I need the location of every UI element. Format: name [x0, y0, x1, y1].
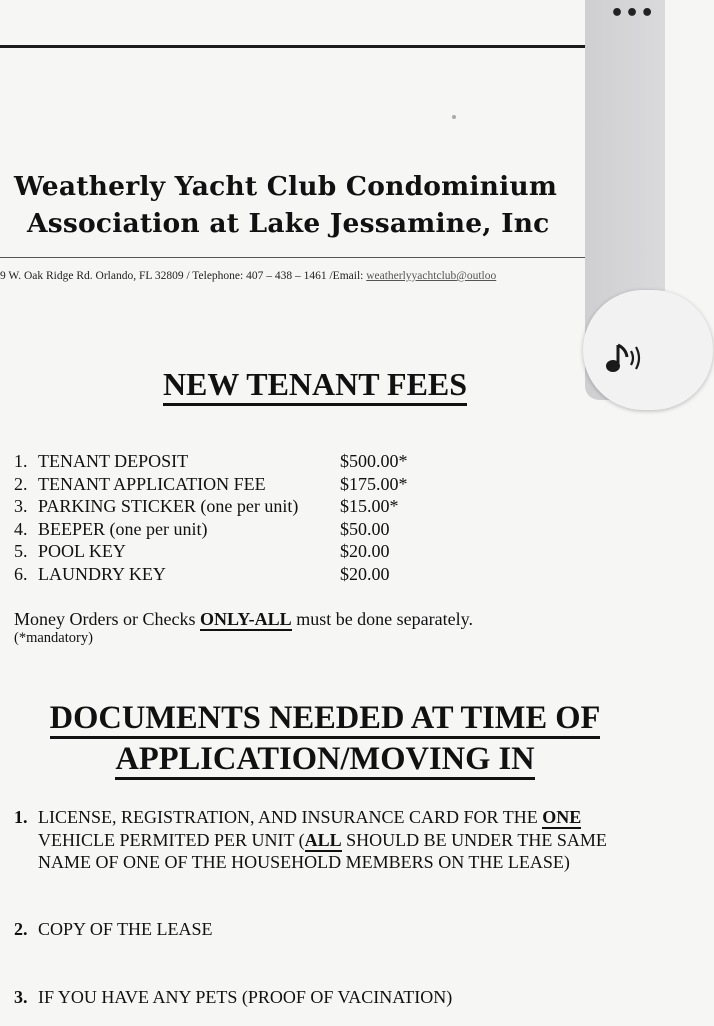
- fee-row: [14, 518, 454, 541]
- fee-amount: $20.00: [340, 563, 390, 584]
- fee-label: TENANT DEPOSIT: [38, 451, 189, 471]
- doc-text-part: LICENSE, REGISTRATION, AND INSURANCE CARD FOR THE: [38, 807, 543, 827]
- address-text: 9 W. Oak Ridge Rd. Orlando, FL 32809 / Telephone: 407 – 438 – 1461 /Email:: [0, 270, 367, 282]
- fees-title: [0, 365, 630, 403]
- payment-prefix: Money Orders or Checks: [14, 609, 200, 629]
- fee-row: [14, 450, 454, 473]
- audio-button[interactable]: [583, 290, 713, 410]
- top-rule: [0, 45, 590, 48]
- fee-list: [14, 450, 454, 586]
- contact-line: [0, 270, 600, 282]
- fee-label: BEEPER (one per unit): [38, 518, 208, 539]
- payment-suffix: must be done separately.: [291, 609, 473, 629]
- org-name-line-2: Association at Lake Jessamine, Inc: [27, 208, 550, 239]
- doc-text-emphasis: ALL: [304, 829, 342, 850]
- documents-title: [0, 698, 650, 780]
- document-text: COPY OF THE LEASE: [38, 919, 213, 939]
- document-text: [38, 806, 638, 874]
- payment-note: [14, 608, 473, 630]
- fee-number: 2.: [14, 473, 28, 494]
- more-options-icon[interactable]: •••: [610, 1, 656, 26]
- header-rule: [0, 257, 590, 258]
- scan-speck: [452, 115, 456, 119]
- fee-amount: $500.00*: [340, 451, 408, 471]
- fee-number: 6.: [14, 563, 28, 584]
- fee-amount: $15.00*: [340, 496, 399, 517]
- documents-title-line-1: DOCUMENTS NEEDED AT TIME OF: [50, 701, 601, 739]
- fee-label: POOL KEY: [38, 541, 126, 562]
- fee-number: 1.: [14, 451, 28, 471]
- fee-row: [14, 495, 454, 518]
- mandatory-note: (*mandatory): [14, 630, 93, 646]
- fee-label: LAUNDRY KEY: [38, 563, 166, 584]
- fee-number: 3.: [14, 496, 28, 517]
- documents-title-line-2: APPLICATION/MOVING IN: [115, 742, 534, 780]
- music-note-sound-icon[interactable]: [604, 341, 644, 377]
- document-text: IF YOU HAVE ANY PETS (PROOF OF VACINATION): [38, 987, 453, 1007]
- fee-row: [14, 540, 454, 563]
- payment-emphasis: ONLY-ALL: [199, 609, 292, 629]
- fees-title-text: NEW TENANT FEES: [163, 366, 467, 406]
- org-name-line-1: Weatherly Yacht Club Condominium: [14, 171, 558, 202]
- doc-text-part: VEHICLE PERMITED PER UNIT (: [38, 829, 305, 850]
- email-link[interactable]: weatherlyyachtclub@outloo: [366, 270, 497, 282]
- fee-row: [14, 473, 454, 496]
- doc-text-part: SHOULD BE UNDER THE SAME NAME OF ONE OF THE HOUSEHOLD MEMBERS ON THE LEASE): [38, 829, 607, 872]
- fee-amount: $175.00*: [340, 473, 408, 494]
- fee-label: TENANT APPLICATION FEE: [38, 473, 266, 494]
- fee-amount: $20.00: [340, 541, 390, 562]
- fee-number: 5.: [14, 541, 28, 562]
- fee-row: [14, 563, 454, 586]
- fee-label: PARKING STICKER (one per unit): [38, 496, 299, 517]
- document-number: 2.: [14, 919, 28, 939]
- fee-amount: $50.00: [340, 518, 390, 539]
- document-number: 1.: [14, 807, 28, 827]
- doc-text-emphasis: ONE: [542, 807, 582, 827]
- document-number: 3.: [14, 987, 28, 1007]
- fee-number: 4.: [14, 518, 28, 539]
